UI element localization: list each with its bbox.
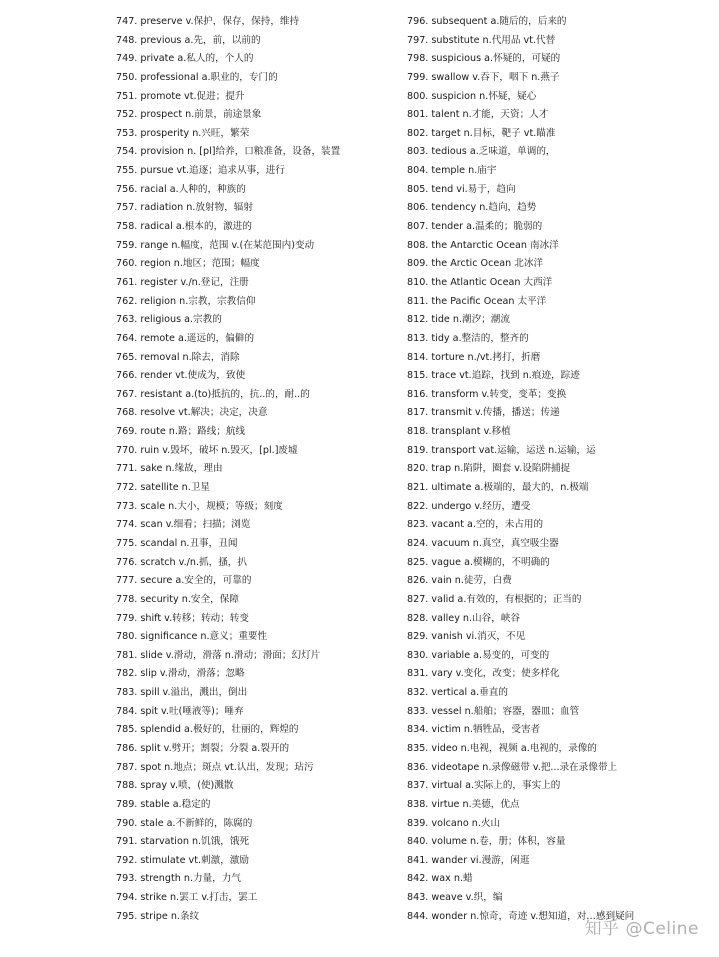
vocab-entry: 809. the Arctic Ocean 北冰洋 (407, 258, 544, 270)
vocab-entry: 833. vessel n.船舶；容器，器皿；血管 (407, 705, 580, 717)
vocab-entry: 751. promote vt.促进；提升 (116, 90, 245, 102)
vocab-entry: 842. wax n.蜡 (407, 873, 473, 885)
vocab-entry: 788. spray v.喷，(使)溅散 (116, 780, 234, 792)
vocab-entry: 797. substitute n.代用品 vt.代替 (407, 34, 556, 46)
vocab-entry: 839. volcano n.火山 (407, 817, 501, 829)
vocab-entry: 756. racial a.人种的，种族的 (116, 183, 246, 195)
vocab-entry: 816. transform v.转变，变革；变换 (407, 388, 567, 400)
vocab-entry: 814. torture n./vt.拷打，折磨 (407, 351, 541, 363)
vocab-entry: 836. videotape n.录像磁带 v.把...录在录像带上 (407, 761, 618, 773)
vocab-entry: 762. religion n.宗教，宗教信仰 (116, 295, 256, 307)
vocab-entry: 805. tend vi.易于，趋向 (407, 183, 516, 195)
vocab-entry: 748. previous a.先，前，以前的 (116, 34, 261, 46)
vocab-entry: 843. weave v.织，编 (407, 892, 503, 904)
vocab-entry: 813. tidy a.整洁的，整齐的 (407, 332, 529, 344)
vocab-entry: 766. render vt.使成为，致使 (116, 370, 246, 382)
vocab-entry: 817. transmit v.传播，播送；传递 (407, 407, 560, 419)
vocab-entry: 841. wander vi.漫游，闲逛 (407, 854, 530, 866)
vocab-entry: 821. ultimate a.极端的，最大的，n.极端 (407, 482, 589, 494)
vocab-entry: 753. prosperity n.兴旺，繁荣 (116, 127, 250, 139)
vocab-entry: 819. transport vat.运输，运送 n.运输，运 (407, 444, 596, 456)
vocab-entry: 771. sake n.缘故，理由 (116, 463, 223, 475)
vocab-entry: 827. valid a.有效的，有根据的；正当的 (407, 593, 582, 605)
vocab-entry: 786. split v.劈开；割裂；分裂 a.裂开的 (116, 742, 290, 754)
vocab-entry: 764. remote a.遥远的，偏僻的 (116, 332, 255, 344)
vocab-entry: 831. vary v.变化，改变；使多样化 (407, 668, 560, 680)
vocab-entry: 804. temple n.庙宇 (407, 165, 497, 177)
vocab-entry: 758. radical a.根本的，激进的 (116, 221, 252, 233)
vocab-entry: 765. removal n.除去，消除 (116, 351, 240, 363)
vocab-entry: 826. vain n.徒劳，白费 (407, 575, 512, 587)
vocab-entry: 810. the Atlantic Ocean 大西洋 (407, 276, 553, 288)
vocab-entry: 792. stimulate vt.刺激，激励 (116, 854, 249, 866)
vocab-entry: 767. resistant a.(to)抵抗的，抗..的，耐..的 (116, 388, 310, 400)
vocab-entry: 768. resolve vt.解决；决定，决意 (116, 407, 268, 419)
vocab-entry: 834. victim n.牺牲品，受害者 (407, 724, 541, 736)
vocab-entry: 750. professional a.职业的，专门的 (116, 71, 278, 83)
vocab-entry: 780. significance n.意义；重要性 (116, 631, 268, 643)
vocab-entry: 823. vacant a.空的，未占用的 (407, 519, 544, 531)
vocab-entry: 838. virtue n.美德，优点 (407, 798, 520, 810)
vocab-entry: 752. prospect n.前景，前途景象 (116, 109, 262, 121)
vocab-entry: 770. ruin v.毁坏，破坏 n.毁灭，[pl.]废墟 (116, 444, 298, 456)
vocab-entry: 769. route n.路；路线；航线 (116, 426, 246, 438)
vocab-entry: 784. spit v.吐(唾液等)；唾弃 (116, 705, 244, 717)
vocab-entry: 808. the Antarctic Ocean 南冰洋 (407, 239, 559, 251)
vocab-entry: 811. the Pacific Ocean 太平洋 (407, 295, 547, 307)
vocab-entry: 837. virtual a.实际上的，事实上的 (407, 780, 561, 792)
vocab-entry: 776. scratch v./n.抓，搔，扒 (116, 556, 247, 568)
vocab-entry: 829. vanish vi.消灭，不见 (407, 631, 526, 643)
vocab-entry: 761. register v./n.登记，注册 (116, 276, 249, 288)
vocab-entry: 774. scan v.细看；扫描；浏览 (116, 519, 251, 531)
vocab-entry: 777. secure a.安全的，可靠的 (116, 575, 252, 587)
vocab-entry: 795. stripe n.条纹 (116, 910, 200, 922)
vocab-entry: 790. stale a.不新鲜的，陈腐的 (116, 817, 253, 829)
vocab-entry: 755. pursue vt.追逐；追求从事，进行 (116, 165, 285, 177)
vocab-entry: 778. security n.安全，保障 (116, 593, 239, 605)
vocab-entry: 754. provision n. [pl]给养，口粮准备，设备，装置 (116, 146, 341, 158)
vocab-entry: 782. slip v.滑动，滑落；忽略 (116, 668, 245, 680)
vocab-entry: 796. subsequent a.随后的，后来的 (407, 16, 567, 27)
vocab-entry: 779. shift v.转移；转动；转变 (116, 612, 249, 624)
vocab-entry: 749. private a.私人的，个人的 (116, 53, 254, 65)
vocab-entry: 844. wonder n.惊奇，奇迹 v.想知道，对…感到疑问 (407, 910, 635, 922)
vocab-entry: 757. radiation n.放射物，辐射 (116, 202, 253, 214)
vocab-entry: 832. vertical a.垂直的 (407, 687, 508, 699)
vocab-entry: 781. slide v.滑动，滑落 n.滑动；滑面；幻灯片 (116, 649, 321, 661)
vocab-entry: 787. spot n.地点；斑点 vt.认出，发现；玷污 (116, 761, 314, 773)
vocab-entry: 822. undergo v.经历，遭受 (407, 500, 531, 512)
vocab-entry: 835. video n.电视，视频 a.电视的，录像的 (407, 742, 597, 754)
vocab-entry: 747. preserve v.保护，保存，保持，维持 (116, 16, 300, 27)
vocab-entry: 828. valley n.山谷，峡谷 (407, 612, 521, 624)
watermark: 知乎 @Celine (584, 919, 699, 939)
vocab-entry: 785. splendid a.极好的，壮丽的，辉煌的 (116, 724, 299, 736)
vocab-entry: 800. suspicion n.怀疑，疑心 (407, 90, 537, 102)
vocab-entry: 789. stable a.稳定的 (116, 798, 211, 810)
left-column (116, 13, 416, 926)
right-column (407, 13, 707, 926)
vocab-entry: 802. target n.目标，靶子 vt.瞄准 (407, 127, 556, 139)
vocab-entry: 807. tender a.温柔的；脆弱的 (407, 221, 543, 233)
vocab-entry: 772. satellite n.卫星 (116, 482, 210, 494)
vocab-entry: 806. tendency n.趋向，趋势 (407, 202, 537, 214)
vocab-entry: 825. vague a.模糊的，不明确的 (407, 556, 550, 568)
vocab-entry: 775. scandal n.丑事，丑闻 (116, 537, 238, 549)
vocab-entry: 818. transplant v.移植 (407, 426, 511, 438)
vocab-entry: 798. suspicious a.怀疑的，可疑的 (407, 53, 561, 65)
vocab-entry: 793. strength n.力量，力气 (116, 873, 241, 885)
vocab-entry: 840. volume n.卷，册；体积，容量 (407, 836, 566, 848)
vocab-entry: 759. range n.幅度，范围 v.(在某范围内)变动 (116, 239, 315, 251)
vocab-entry: 812. tide n.潮汐；潮流 (407, 314, 510, 326)
vocab-entry: 794. strike n.罢工 v.打击，罢工 (116, 892, 258, 904)
vocab-entry: 773. scale n.大小，规模；等级；刻度 (116, 500, 283, 512)
vocab-entry: 763. religious a.宗教的 (116, 314, 222, 326)
vocab-entry: 803. tedious a.乏味道，单调的， (407, 146, 556, 158)
vocab-entry: 799. swallow v.吞下，咽下 n.燕子 (407, 71, 560, 83)
vocab-entry: 830. variable a.易变的，可变的 (407, 649, 550, 661)
vocab-entry: 820. trap n.陷阱，圈套 v.设陷阱捕捉 (407, 463, 571, 475)
vocab-entry: 824. vacuum n.真空，真空吸尘器 (407, 537, 559, 549)
vocab-entry: 760. region n.地区；范围；幅度 (116, 258, 260, 270)
vocab-entry: 815. trace vt.追踪，找到 n.痕迹，踪迹 (407, 370, 580, 382)
vocab-entry: 791. starvation n.饥饿，饿死 (116, 836, 250, 848)
vocab-entry: 783. spill v.溢出，溅出，倒出 (116, 687, 248, 699)
vocab-entry: 801. talent n.才能，天资；人才 (407, 109, 549, 121)
